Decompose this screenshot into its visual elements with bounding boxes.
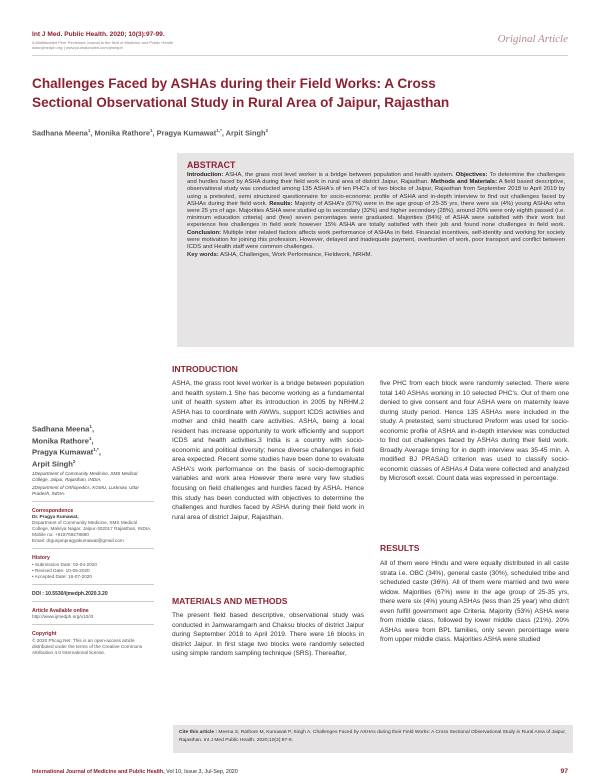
abstract-label: Introduction:	[187, 172, 224, 178]
history-heading: History	[32, 555, 50, 562]
footer-journal-name: International Journal of Medicine and Public Health,	[32, 769, 165, 775]
abstract-text	[187, 172, 565, 251]
body-column-right-results	[380, 559, 569, 645]
sidebar-divider	[32, 601, 154, 602]
correspondence-email[interactable]: Email: drgunjanpragyakumawat@gmail.com	[32, 538, 124, 544]
paragraph: All of them were Hindu and were equally distributed in all caste strata i.e. OBC (34%), general caste (30%), scheduled tribe and scheduled caste (36%). All of them were married and two were widow. Majorities (67%) were in the age group of 25-35 yrs, there were six (4%) young ASHAs (less than 25 year) who didn't even fulfill government age Criteria. Majority (53%) ASHA were from middle class, followed by lower middle class (21%). 20% ASHAs were from BPL families, only seven percentage were from upper middle class. Majorities ASHA were studied	[380, 560, 569, 644]
doi-value: 10.5530/ijmedph.2020.3.20	[43, 590, 108, 597]
author-list: Sadhana Meena$^1$, Monika Rathore$^1$, Pragya Kumawat$^{1,*}$, Arpit Singh$^2$	[32, 128, 269, 138]
affiliation: 2Department of Orthopedics, KGMU, Lucknow, Uttar Pradesh, INDIA.	[32, 484, 139, 496]
journal-title: Int J Med. Public Health. 2020; 10(3):97-99.	[32, 31, 165, 38]
online-heading: Article Available online	[32, 607, 89, 614]
author-info-sidebar	[32, 422, 154, 656]
sidebar-author	[32, 457, 154, 469]
citation-text: Meena S, Rathore M, Kumawat P, Singh A. Challenges Faced by ASHAs during their Field Works: A Cross Sectional Observational Study in Rural Area of Jaipur, Rajasthan. Int J Med Public Health. 2020;10(3):97-9.	[179, 730, 566, 744]
author-name: Pragya Kumawat	[156, 128, 217, 138]
author-name: Monika Rathore	[94, 128, 150, 138]
abstract-label: Conclusion:	[187, 229, 222, 236]
sidebar-divider	[32, 624, 154, 625]
section-heading-results: RESULTS	[380, 543, 420, 553]
abstract-box	[177, 153, 574, 347]
journal-subtitle-line: A Multifaceted Peer Reviewed Journal in the field of Medicine and Public Health	[32, 40, 173, 45]
sidebar-author-sup: 2	[72, 459, 76, 465]
citation-box	[173, 725, 573, 753]
author-affiliation-mark: 2	[265, 128, 269, 133]
page-number: 97	[560, 768, 568, 775]
paper-title-line: Challenges Faced by ASHAs during their Field Works: A Cross	[32, 76, 436, 91]
sidebar-author-sup: 1,*	[93, 447, 99, 453]
body-column-left-methods	[172, 611, 364, 659]
keywords-text: ASHA, Challenges, Work Performance, Fieldwork, NRHM.	[218, 252, 373, 259]
history-item: • Revised Date: 10-05-2020	[32, 567, 90, 573]
footer-journal	[32, 769, 238, 775]
history-item: • Accepted Date: 16-07-2020	[32, 573, 93, 579]
paragraph: The present field based descriptive, observational study was conducted in Jamwaramgarh and Chaksu blocks of district Jaipur during September 2018 to April 2019. There were 16 blocks in district Jaipur. In first stage two blocks were randomly selected using simple random sampling technique (SRS). Thereafter,	[172, 612, 364, 658]
sidebar-author-name: Arpit Singh	[32, 459, 73, 469]
author-name: Sadhana Meena	[32, 128, 88, 138]
paper-title	[32, 74, 572, 112]
author-affiliation-mark: 1	[87, 128, 91, 133]
body-column-left	[172, 379, 364, 522]
sidebar-author: Sadhana Meena$^1$,	[32, 424, 95, 434]
citation-label: Cite this article :	[179, 730, 218, 735]
sidebar-divider	[32, 548, 154, 549]
sidebar-author-name: Sadhana Meena	[32, 424, 90, 434]
sidebar-author-sup: 1	[88, 435, 92, 441]
abstract-heading: ABSTRACT	[187, 160, 236, 170]
journal-subtitle	[32, 40, 262, 51]
correspondence-heading: Correspondence	[32, 507, 74, 514]
abstract-label: Results:	[269, 200, 293, 207]
sidebar-divider	[32, 501, 154, 502]
paragraph: ASHA, the grass root level worker is a bridge between population and health system.1 She has become working as a fundamental unit of health system after its introduction in 2005 by NRHM.2 ASHA has to coordinate with AWWs, support ICDS activities and mother and child health care activities. ASHA, being a local resident has increase opportunity to work efficiently and support ICDS and health activities.3 India is a country with socio-economic and political diversity; hence diverse challenges in field area expected. Recent some studies have been done to evaluate ASHA's work performance on the basis of socio-demographic variables and work area However there were very few studies focusing on field challenges and hurdles faced by ASHA. Hence this study has been conducted with objectives to determine the challenges and hurdles faced by ASHA during their field work in rural area of district Jaipur, Rajasthan.	[172, 380, 364, 521]
author-affiliation-mark: 1,*	[216, 128, 222, 133]
copyright-heading: Copyright	[32, 631, 57, 638]
sidebar-author-name: Monika Rathore	[32, 436, 89, 446]
sidebar-author-sup: 1	[89, 424, 92, 429]
paragraph: five PHC from each block were randomly selected. There were total 140 ASHAs working in 10 selected PHC's. Out of them one denied to give consent and four ASHA were on maternity leave during study period. Hence 135 ASHAs were included in the study. A pretested, semi structured Preform was used for socio-economic profile of ASHA and in-depth interview was conducted to find out challenges faced by ASHAs during their field work. Broadly Average timing for in depth interview was 35-45 min. A modified BJ PRASAD criterion was used to classify socio-economic classes of ASHAs.4 Data were collected and analyzed by Microsoft excel. Count data was expressed in percentage.	[380, 380, 569, 483]
online-url[interactable]: http://www.ijmedph.org/v10/i3	[32, 614, 94, 620]
abstract-label: Objectives:	[455, 172, 488, 178]
abstract-segment: A field based descriptive, observational study was conducted among 135 ASHA's of ten PHC's of two blocks of Jaipur, Rajasthan from September 2018 to April 2019 by using a pretested, semi structured questionnaire for socio-economic profile of ASHA and in-depth interview to find out challenges faced by ASHAs during their field work.	[187, 179, 565, 207]
article-type-label: Original Article	[497, 33, 568, 45]
footer-issue: Vol 10, Issue 3, Jul-Sep, 2020	[164, 769, 238, 775]
keywords	[187, 252, 565, 259]
affiliation: 1Department of Community Medicine, SMS Medical College, Jaipur, Rajasthan, INDIA.	[32, 470, 138, 482]
doi[interactable]	[32, 591, 154, 597]
body-column-right	[380, 379, 569, 484]
sidebar-author-name: Pragya Kumawat	[32, 448, 94, 457]
section-heading-introduction: INTRODUCTION	[172, 364, 238, 374]
copyright-text: © 2020 Phcog.Net. This is an open-access article distributed under the terms of the Creative Commons Attribution 4.0 International license.	[32, 637, 143, 655]
sidebar-author: Pragya Kumawat$^{1,*}$,	[32, 447, 101, 457]
doi-label: DOI :	[32, 590, 44, 597]
abstract-segment: ASHA, the grass root level worker is a bridge between population and health system.	[223, 172, 456, 178]
abstract-segment: Multiple inter related factors affects work performance of ASHAs in field. Financial incentives, self-identity and working for society were motivation for joining this profession. However, delayed and inadequate payment, overburden of work, poor transport and conflict between ICDS and Health staff were common challenges.	[187, 229, 565, 251]
author-affiliation-mark: 1	[149, 128, 153, 133]
history-item: • Submission Date: 02-04-2020	[32, 561, 97, 567]
correspondence-name: Dr. Pragya Kumawat,	[32, 514, 79, 520]
correspondence-address: Department of Community Medicine, SMS Medical College, Malviya Nagar, Jaipur-302017 Rajasthan, INDIA.	[32, 520, 152, 532]
header-divider	[32, 55, 568, 56]
keywords-label: Key words:	[187, 252, 219, 259]
section-heading-methods: MATERIALS AND METHODS	[172, 596, 288, 606]
correspondence-mobile: Mobile no: +918769278880	[32, 532, 89, 538]
sidebar-divider	[32, 584, 154, 585]
abstract-segment: To determine the challenges and hurdles faced by ASHA during their field work in rural area of district Jaipur, Rajasthan.	[187, 172, 565, 186]
sidebar-author: Monika Rathore$^1$,	[32, 435, 94, 446]
author-name: Arpit Singh	[225, 128, 266, 138]
abstract-segment: Majority of ASHA's (67%) were in the age group of 25-35 yrs, there were six (4%) young ASHAs who were 25 yrs of age. Majorities ASHA were studied up to secondary (32%) and higher secondary (28%), around 20% were only eighth passed (i.e. minimum education criteria) and (few) seven percentages were graduated. Majorities (84%) of ASHA were satisfied with their work but experience few challenges in field work however 15% ASHA are totally satisfied with their job and found none challenges in field work.	[187, 200, 565, 229]
abstract-label: Methods and Materials:	[430, 179, 498, 186]
paper-title-line: Sectional Observational Study in Rural Area of Jaipur, Rajasthan	[32, 95, 450, 110]
journal-url[interactable]: www.ijmedph.org | www.journalonweb.com/ijmedph	[32, 45, 123, 51]
